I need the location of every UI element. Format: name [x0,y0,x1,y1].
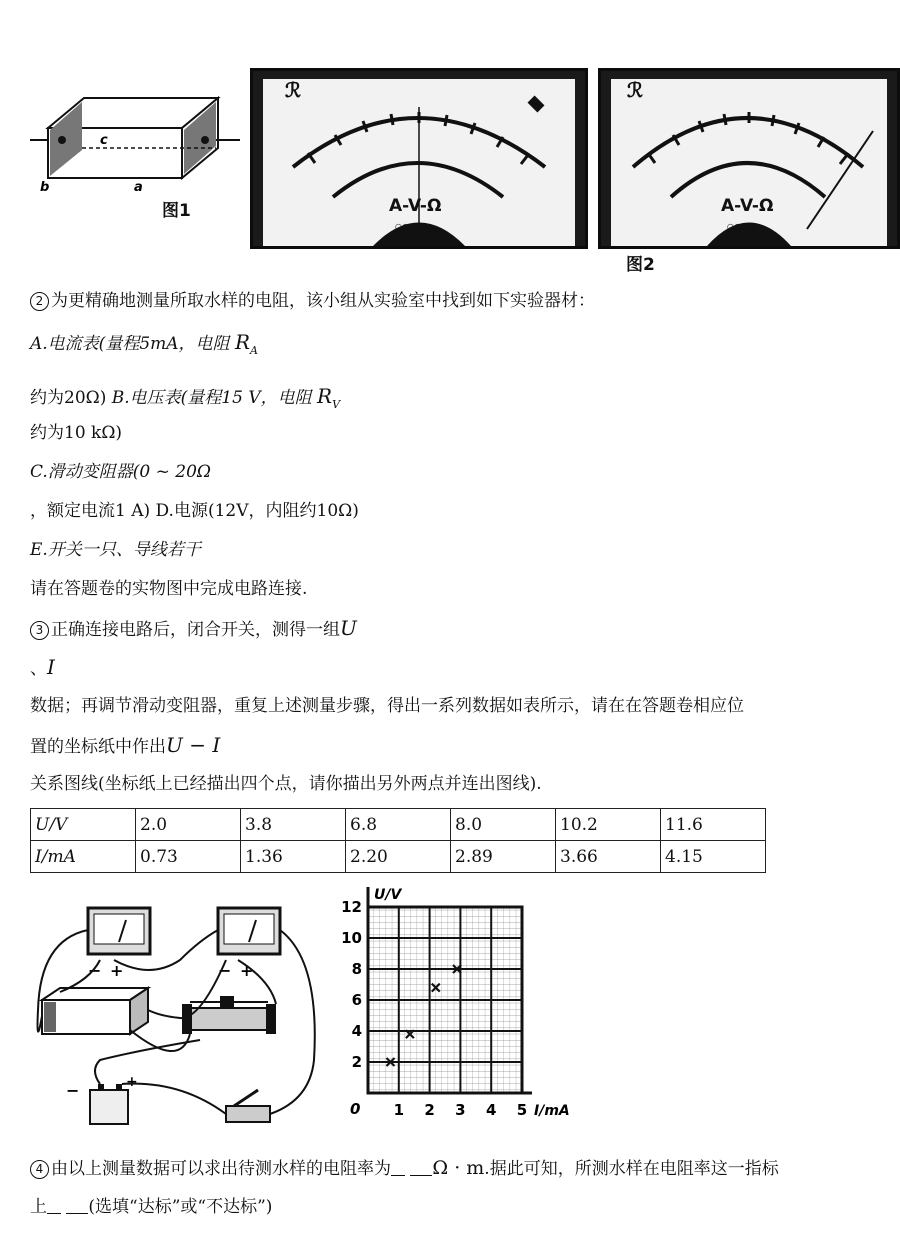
item-a-b: 约为20Ω) B.电压表(量程15 V，电阻 $R_V$ [30,384,341,411]
item-c-d: ，额定电流1 A) D.电源(12V，内阻约10Ω) [30,501,359,521]
voltmeter-plus: + [240,961,254,980]
table-cell: 2.20 [346,841,451,873]
x-tick-label: 4 [485,1101,497,1119]
x-tick-label: 5 [516,1101,528,1119]
data-table [30,808,766,873]
battery-plus: + [126,1074,138,1090]
voltmeter-minus: − [218,961,232,980]
table-cell: 3.8 [241,809,346,841]
step4-line1: 4 由以上测量数据可以求出待测水样的电阻率为 Ω · m.据此可知，所测水样在电阻率这一指标 [30,1156,779,1181]
meter-brand-left: ℛ [285,79,301,102]
unit-ohm-meter: Ω · m [432,1157,485,1179]
y-tick-label: 8 [351,960,362,978]
item-c: C.滑动变阻器(0 ~ 20Ω [30,462,212,482]
figure-1-caption: 图1 [162,201,191,221]
step3-number: 3 [30,621,49,640]
table-cell: 6.8 [346,809,451,841]
y-tick-label: 4 [351,1022,362,1040]
step3-line3: 数据；再调节滑动变阻器，重复上述测量步骤，得出一系列数据如表所示，请在在答题卷相应位 [30,696,744,716]
figure-2-caption: 图2 [626,255,655,275]
step2-task: 请在答题卷的实物图中完成电路连接. [30,579,308,599]
battery [90,1090,128,1124]
meter-brand-small-right: ○○○○ [727,222,755,231]
table-row-u [31,809,766,841]
y-tick-label: 12 [341,898,362,916]
answer-blank-standard[interactable] [66,1197,88,1214]
box-label-c: c [100,133,108,148]
step3-line2: 、I [30,655,55,679]
table-cell: 0.73 [136,841,241,873]
box-label-a: a [134,180,143,195]
y-tick-label: 10 [341,929,362,947]
table-cell: 8.0 [451,809,556,841]
circuit-diagram [30,900,325,1130]
meter-scale-text-left: A-V-Ω [389,196,442,216]
table-cell: 4.15 [661,841,766,873]
table-row-i [31,841,766,873]
x-tick-label: 2 [424,1101,435,1119]
step3-line5: 关系图线(坐标纸上已经描出四个点，请你描出另外两点并连出图线). [30,774,542,794]
ammeter-plus: + [110,961,124,980]
y-tick-label: 6 [351,991,362,1009]
figure-1 [30,88,250,228]
table-cell: 2.0 [136,809,241,841]
item-b-end: 约为10 kΩ) [30,423,123,443]
meter-scale-text-right: A-V-Ω [721,196,774,216]
graph-ylabel: U/V [374,887,402,903]
y-tick-label: 2 [351,1053,362,1071]
box-container-drawing [30,88,250,228]
table-cell: 1.36 [241,841,346,873]
step2-number: 2 [30,292,49,311]
item-a: A.电流表(量程5mA，电阻 $R_A$ [30,330,258,357]
table-cell: 2.89 [451,841,556,873]
answer-blank-resistivity[interactable] [391,1159,405,1176]
rheostat [190,1008,268,1030]
step4-line2: 上 (选填“达标”或“不达标”) [30,1197,273,1217]
multimeter-right [598,68,900,249]
x-tick-label: 3 [455,1101,466,1119]
box-label-b: b [40,180,50,195]
meter-brand-small-left: ○○○○ [395,222,423,231]
graph-xlabel: I/mA [534,1103,570,1119]
u-i-graph [336,885,586,1125]
graph-svg [336,885,586,1125]
symbol-rv: $R_V$ [317,384,341,411]
meter-brand-right: ℛ [627,79,643,102]
table-header-u: U/V [31,809,136,841]
x-tick-label: 1 [393,1101,405,1119]
step3-line4: 置的坐标纸中作出U − I [30,733,221,757]
table-cell: 10.2 [556,809,661,841]
graph-origin: 0 [350,1100,361,1118]
battery-minus: − [66,1081,80,1100]
step2-intro: 2 为更精确地测量所取水样的电阻，该小组从实验室中找到如下实验器材： [30,289,595,313]
table-cell: 3.66 [556,841,661,873]
table-header-i: I/mA [31,841,136,873]
table-cell: 11.6 [661,809,766,841]
step3-line1: 3 正确连接电路后，闭合开关，测得一组U [30,616,357,642]
switch [226,1106,270,1122]
multimeter-left [250,68,588,249]
ammeter-minus: − [88,961,102,980]
item-e: E.开关一只、导线若干 [30,540,201,560]
symbol-ra: $R_A$ [234,330,258,357]
step4-number: 4 [30,1160,49,1179]
